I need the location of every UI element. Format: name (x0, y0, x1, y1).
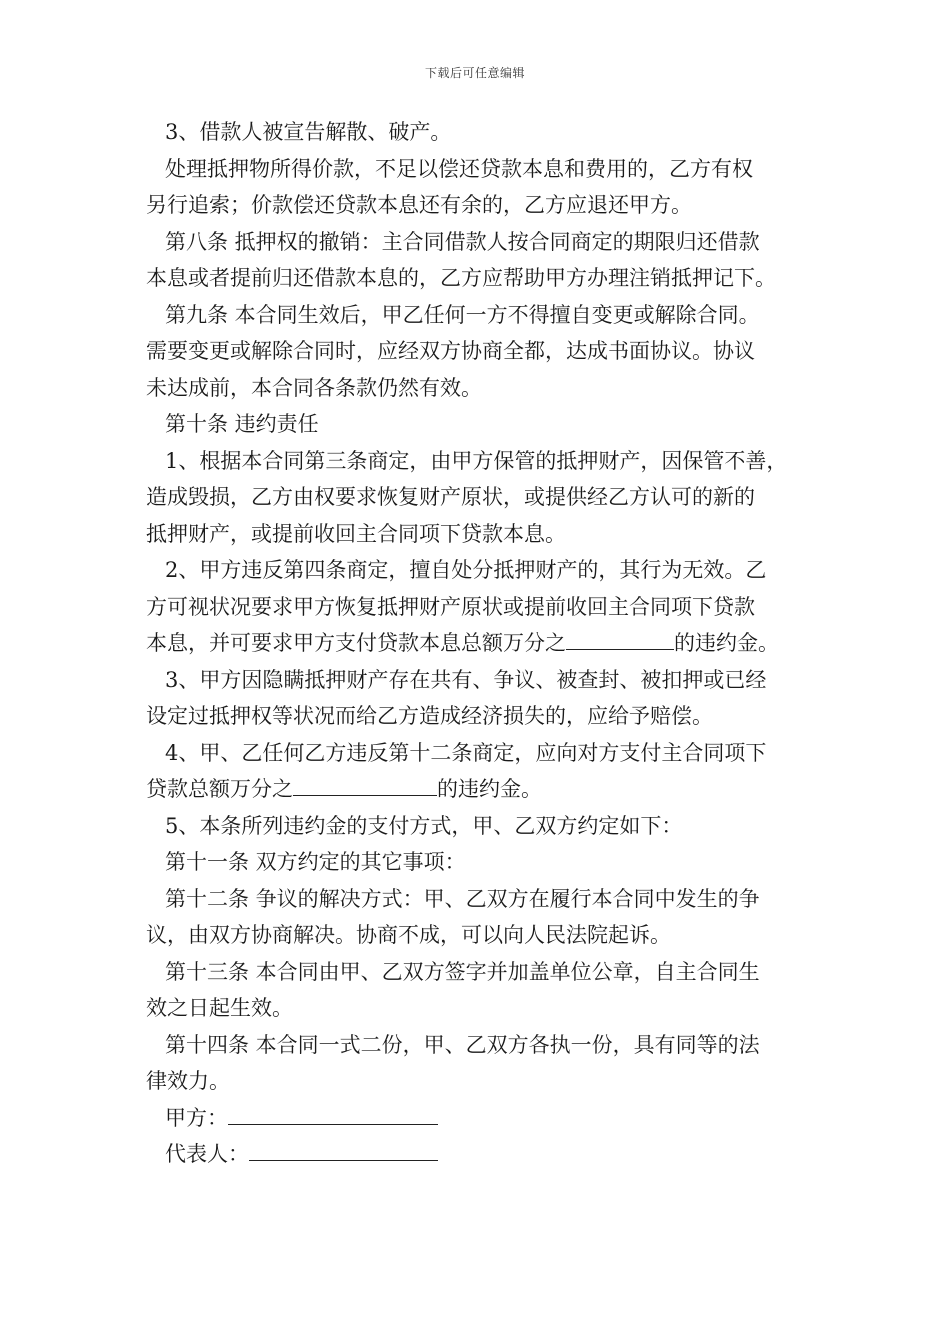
paragraph-line: 2、甲方违反第四条商定，擅自处分抵押财产的，其行为无效。乙 (165, 558, 767, 582)
paragraph-line: 另行追索；价款偿还贷款本息还有余的，乙方应退还甲方。 (146, 193, 692, 217)
party-a-label: 甲方： (165, 1105, 228, 1130)
paragraph-line: 议，由双方协商解决。协商不成，可以向人民法院起诉。 (146, 923, 671, 947)
paragraph-line: 造成毁损，乙方由权要求恢复财产原状，或提供经乙方认可的新的 (146, 485, 755, 509)
party-a-signature-line (146, 1100, 810, 1137)
paragraph-line: 1、根据本合同第三条商定，由甲方保管的抵押财产，因保管不善， (165, 448, 788, 473)
representative-blank[interactable] (249, 1138, 438, 1161)
penalty-line-1 (146, 625, 810, 662)
penalty-line-2 (146, 771, 810, 808)
paragraph-line: 方可视状况要求甲方恢复抵押财产原状或提前收回主合同项下贷款 (146, 594, 755, 619)
representative-label: 代表人： (165, 1142, 249, 1166)
fill-in-blank[interactable] (293, 773, 437, 796)
article-9-line: 第九条 本合同生效后，甲乙任何一方不得擅自变更或解除合同。 (165, 302, 760, 327)
line-text: 的违约金。 (437, 777, 542, 801)
paragraph-line: 3、甲方因隐瞒抵押财产存在共有、争议、被查封、被扣押或已经 (165, 667, 767, 692)
page-header-note: 下载后可任意编辑 (424, 66, 525, 80)
paragraph-line: 未达成前，本合同各条款仍然有效。 (146, 375, 482, 400)
contract-body (146, 114, 810, 1173)
paragraph-line: 5、本条所列违约金的支付方式，甲、乙双方约定如下： (165, 813, 683, 838)
paragraph-line: 本息或者提前归还借款本息的，乙方应帮助甲方办理注销抵押记下。 (146, 266, 776, 290)
paragraph-line: 需要变更或解除合同时，应经双方协商全都，达成书面协议。协议 (146, 339, 755, 363)
paragraph-line: 处理抵押物所得价款，不足以偿还贷款本息和费用的，乙方有权 (165, 156, 753, 181)
line-text: 的违约金。 (674, 631, 779, 655)
line-text: 本息，并可要求甲方支付贷款本息总额万分之 (146, 631, 566, 655)
paragraph-line: 4、甲、乙任何乙方违反第十二条商定，应向对方支付主合同项下 (165, 740, 767, 765)
article-14-line: 第十四条 本合同一式二份，甲、乙双方各执一份，具有同等的法 (165, 1032, 760, 1057)
fill-in-blank[interactable] (566, 627, 674, 650)
paragraph-line: 抵押财产，或提前收回主合同项下贷款本息。 (146, 521, 566, 546)
paragraph-line: 设定过抵押权等状况而给乙方造成经济损失的，应给予赔偿。 (146, 704, 713, 728)
article-8-line: 第八条 抵押权的撤销：主合同借款人按合同商定的期限归还借款 (165, 229, 760, 254)
party-a-blank[interactable] (228, 1102, 438, 1125)
representative-signature-line (146, 1136, 810, 1173)
paragraph-line: 3、借款人被宣告解散、破产。 (165, 120, 452, 144)
article-10-heading: 第十条 违约责任 (165, 412, 319, 436)
line-text: 贷款总额万分之 (146, 777, 293, 801)
article-11-line: 第十一条 双方约定的其它事项： (165, 850, 466, 874)
article-12-line: 第十二条 争议的解决方式：甲、乙双方在履行本合同中发生的争 (165, 886, 760, 911)
article-13-line: 第十三条 本合同由甲、乙双方签字并加盖单位公章，自主合同生 (165, 959, 760, 984)
paragraph-line: 效之日起生效。 (146, 996, 293, 1020)
paragraph-line: 律效力。 (146, 1069, 230, 1093)
